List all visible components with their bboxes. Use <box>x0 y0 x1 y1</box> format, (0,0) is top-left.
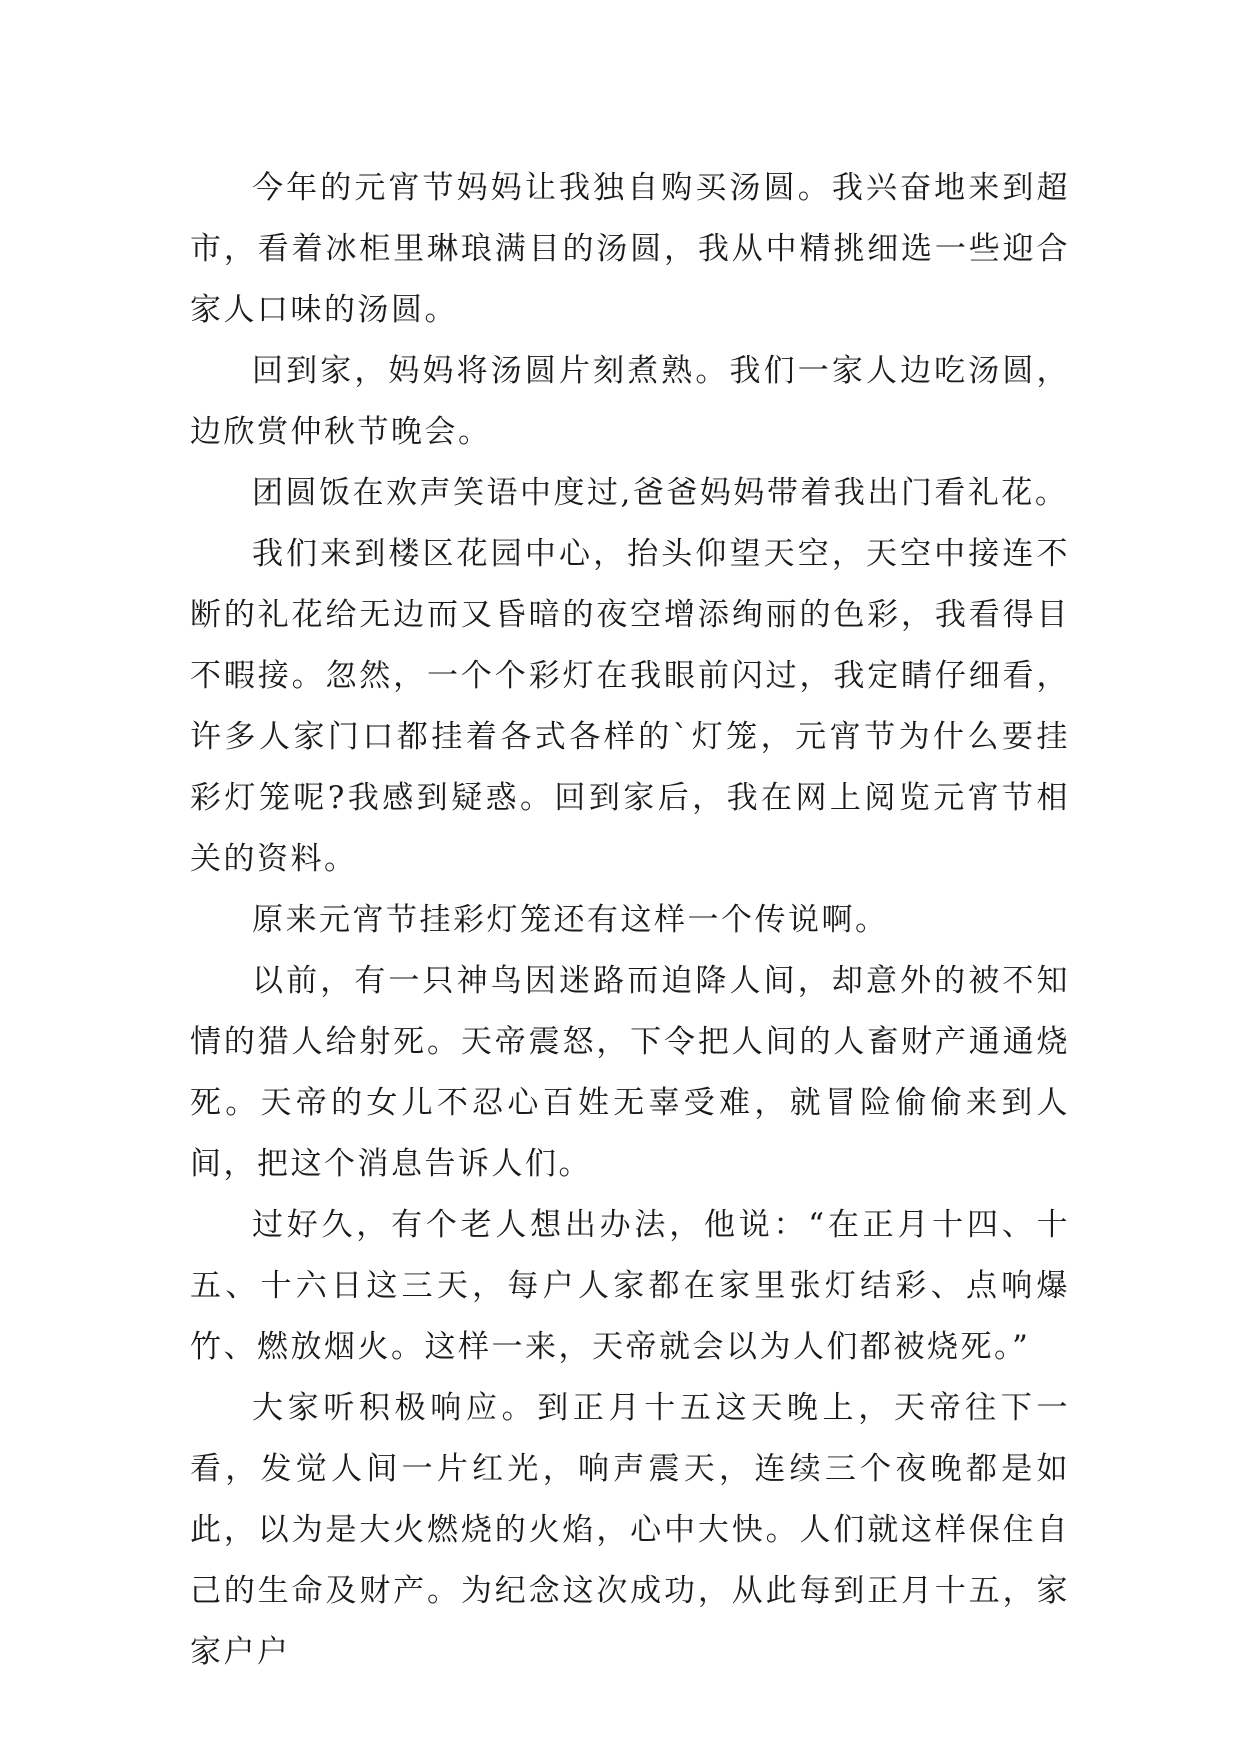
paragraph-8: 大家听积极响应。到正月十五这天晚上，天帝往下一看，发觉人间一片红光，响声震天，连续三个夜晚都是如此，以为是大火燃烧的火焰，心中大快。人们就这样保住自己的生命及财产。为纪念这次成功，从此每到正月十五，家家户户 <box>190 1390 1070 1670</box>
paragraph-4: 我们来到楼区花园中心，抬头仰望天空，天空中接连不断的礼花给无边而又昏暗的夜空增添绚丽的色彩，我看得目不暇接。忽然，一个个彩灯在我眼前闪过，我定睛仔细看，许多人家门口都挂着各式各样的`灯笼，元宵节为什么要挂彩灯笼呢?我感到疑惑。回到家后，我在网上阅览元宵节相关的资料。 <box>190 536 1070 877</box>
paragraph-6: 以前，有一只神鸟因迷路而迫降人间，却意外的被不知情的猎人给射死。天帝震怒，下令把人间的人畜财产通通烧死。天帝的女儿不忍心百姓无辜受难，就冒险偷偷来到人间，把这个消息告诉人们。 <box>190 963 1070 1182</box>
document-body <box>190 158 1070 1683</box>
paragraph-3: 团圆饭在欢声笑语中度过,爸爸妈妈带着我出门看礼花。 <box>252 475 1069 511</box>
paragraph-2: 回到家，妈妈将汤圆片刻煮熟。我们一家人边吃汤圆，边欣赏仲秋节晚会。 <box>190 353 1070 450</box>
paragraph-7: 过好久，有个老人想出办法，他说：“在正月十四、十五、十六日这三天，每户人家都在家里张灯结彩、点响爆竹、燃放烟火。这样一来，天帝就会以为人们都被烧死。” <box>190 1207 1070 1365</box>
paragraph-5: 原来元宵节挂彩灯笼还有这样一个传说啊。 <box>252 902 889 938</box>
paragraph-1: 今年的元宵节妈妈让我独自购买汤圆。我兴奋地来到超市，看着冰柜里琳琅满目的汤圆，我从中精挑细选一些迎合家人口味的汤圆。 <box>190 170 1070 328</box>
